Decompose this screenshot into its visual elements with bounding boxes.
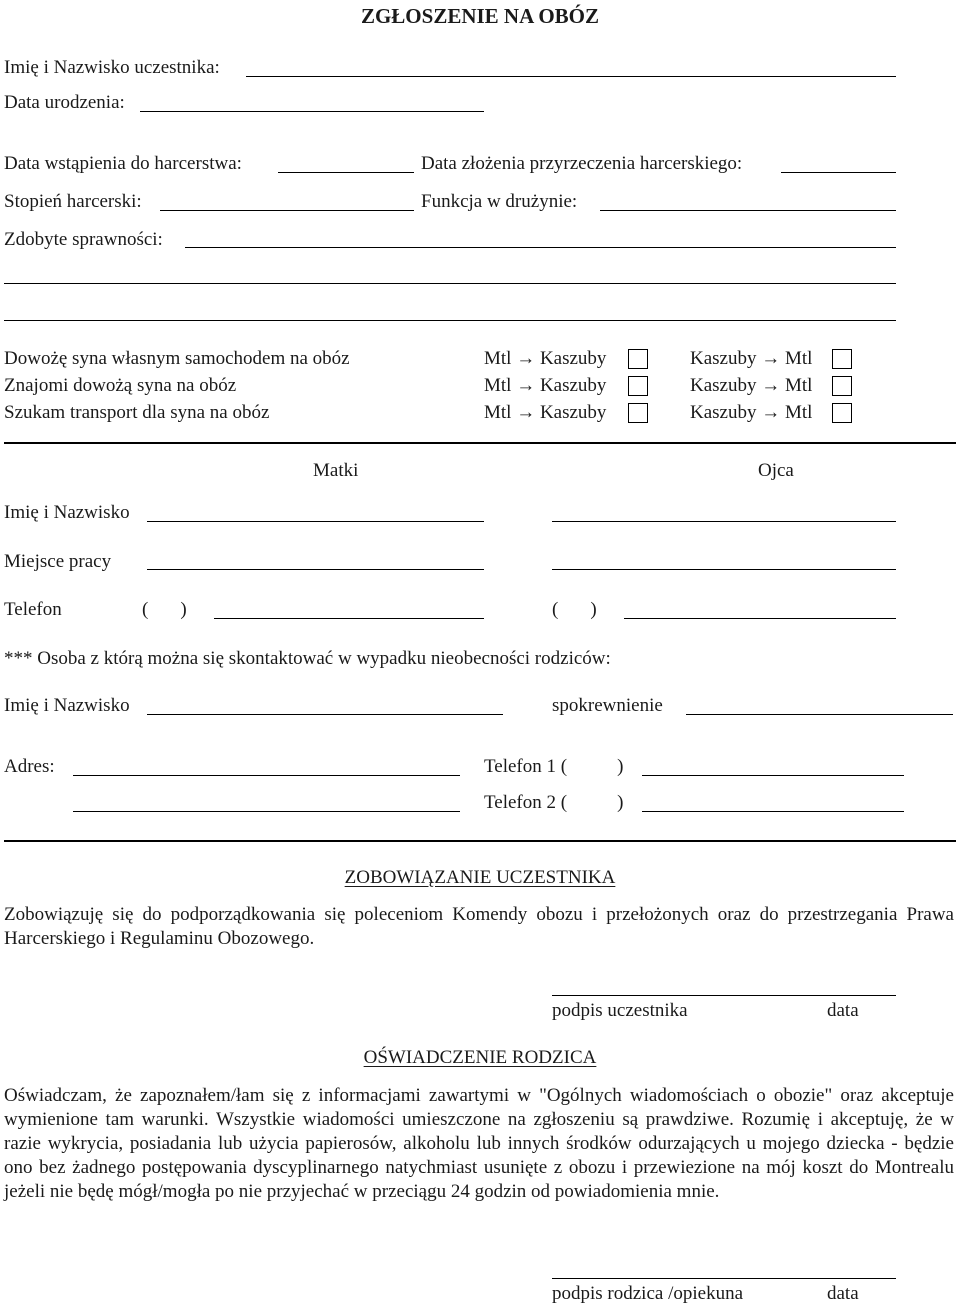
paren-close: ) [617, 756, 624, 777]
checkbox-kaszuby-mtl[interactable] [832, 376, 852, 396]
participant-signature-field[interactable] [552, 995, 896, 996]
mother-phone-field[interactable] [214, 618, 484, 619]
parent-phone-label: Telefon [4, 599, 62, 620]
arrow-right-icon: → [761, 375, 781, 396]
promise-date-label: Data złożenia przyrzeczenia harcerskiego: [421, 153, 743, 174]
badges-label: Zdobyte sprawności: [4, 229, 163, 250]
route-kaszuby-mtl [690, 375, 812, 397]
contact-relation-label: spokrewnienie [552, 695, 663, 716]
participant-name-field[interactable] [246, 76, 896, 77]
mother-phone-area-code[interactable] [142, 599, 187, 621]
contact-phone2-label [484, 792, 623, 814]
function-field[interactable] [600, 210, 896, 211]
birth-date-field[interactable] [140, 111, 484, 112]
route-kaszuby-mtl [690, 348, 812, 370]
participant-date-label: data [827, 1000, 859, 1021]
contact-address-field-2[interactable] [73, 811, 460, 812]
arrow-right-icon: → [516, 348, 536, 369]
parent-name-label: Imię i Nazwisko [4, 502, 130, 523]
contact-phone1-label [484, 756, 623, 778]
route-from: Kaszuby [690, 402, 757, 423]
parent-signature-field[interactable] [552, 1278, 896, 1279]
parent-signature-label: podpis rodzica /opiekuna [552, 1283, 744, 1304]
parent-date-label: data [827, 1283, 859, 1304]
contact-phone2-field[interactable] [642, 811, 904, 812]
checkbox-mtl-kaszuby[interactable] [628, 376, 648, 396]
page-title: ZGŁOSZENIE NA OBÓZ [360, 4, 600, 28]
checkbox-kaszuby-mtl[interactable] [832, 403, 852, 423]
paren-open: ( [552, 599, 559, 620]
mother-header: Matki [313, 460, 359, 481]
father-work-field[interactable] [552, 569, 896, 570]
route-to: Mtl [784, 348, 813, 369]
badges-field-extra-1[interactable] [4, 283, 896, 284]
joined-date-label: Data wstąpienia do harcerstwa: [4, 153, 242, 174]
arrow-right-icon: → [516, 402, 536, 423]
mother-name-field[interactable] [147, 521, 484, 522]
participant-signature-label: podpis uczestnika [552, 1000, 688, 1021]
route-from: Kaszuby [690, 348, 757, 369]
function-label: Funkcja w drużynie: [421, 191, 578, 212]
participant-name-label: Imię i Nazwisko uczestnika: [4, 57, 220, 78]
joined-date-field[interactable] [278, 172, 414, 173]
checkbox-kaszuby-mtl[interactable] [832, 349, 852, 369]
contact-phone1-field[interactable] [642, 775, 904, 776]
checkbox-mtl-kaszuby[interactable] [628, 349, 648, 369]
route-to: Kaszuby [539, 402, 607, 423]
arrow-right-icon: → [516, 375, 536, 396]
checkbox-mtl-kaszuby[interactable] [628, 403, 648, 423]
route-from: Mtl [484, 402, 512, 423]
contact-name-label: Imię i Nazwisko [4, 695, 130, 716]
arrow-right-icon: → [761, 348, 781, 369]
route-mtl-kaszuby [484, 402, 606, 424]
parent-work-label: Miejsce pracy [4, 551, 112, 572]
route-from: Mtl [484, 348, 512, 369]
route-from: Kaszuby [690, 375, 757, 396]
arrow-right-icon: → [761, 402, 781, 423]
paren-close: ) [180, 599, 187, 620]
declaration-heading: OŚWIADCZENIE RODZICA [363, 1047, 597, 1068]
rank-label: Stopień harcerski: [4, 191, 142, 212]
contact-relation-field[interactable] [686, 714, 953, 715]
transport-label: Dowożę syna własnym samochodem na obóz [4, 348, 350, 369]
rank-field[interactable] [160, 210, 414, 211]
badges-field[interactable] [185, 247, 896, 248]
father-header: Ojca [758, 460, 794, 481]
section-divider [4, 840, 956, 842]
badges-field-extra-2[interactable] [4, 320, 896, 321]
promise-date-field[interactable] [781, 172, 896, 173]
transport-label: Znajomi dowożą syna na obóz [4, 375, 237, 396]
route-to: Kaszuby [539, 375, 607, 396]
father-phone-field[interactable] [624, 618, 896, 619]
paren-close: ) [590, 599, 597, 620]
phone2-prefix: Telefon 2 ( [484, 792, 568, 813]
route-mtl-kaszuby [484, 375, 606, 397]
commitment-text: Zobowiązuję się do podporządkowania się poleceniom Komendy obozu i przełożonych oraz do przestrzegania Prawa Harcerskiego i Regulaminu Obozowego. [4, 904, 954, 949]
paren-open: ( [142, 599, 149, 620]
route-to: Kaszuby [539, 348, 607, 369]
contact-heading: *** Osoba z którą można się skontaktować w wypadku nieobecności rodziców: [4, 648, 611, 669]
mother-work-field[interactable] [147, 569, 484, 570]
commitment-heading: ZOBOWIĄZANIE UCZESTNIKA [344, 867, 616, 888]
route-mtl-kaszuby [484, 348, 606, 370]
contact-address-field-1[interactable] [73, 775, 460, 776]
phone1-prefix: Telefon 1 ( [484, 756, 568, 777]
route-from: Mtl [484, 375, 512, 396]
declaration-text: Oświadczam, że zapoznałem/łam się z informacjami zawartymi w "Ogólnych wiadomościach o obozie" oraz akceptuje wymienione tam warunki. Wszystkie wiadomości umieszczone na zgłoszeniu są prawdziwe. Rozumię i akceptuję, że w razie wykrycia, posiadania lub użycia papierosów, alkoholu lub innych środków odurzających u mojego dziecka - będzie ono bez żadnego postępowania dyscyplinarnego natychmiast usunięte z obozu i przewiezione na mój koszt do Montrealu jeżeli nie będę mógł/mogła po nie przyjechać w przeciągu 24 godzin od powiadomienia mnie. [4, 1085, 954, 1202]
contact-name-field[interactable] [147, 714, 503, 715]
route-kaszuby-mtl [690, 402, 812, 424]
route-to: Mtl [784, 375, 813, 396]
section-divider [4, 442, 956, 444]
father-name-field[interactable] [552, 521, 896, 522]
birth-date-label: Data urodzenia: [4, 92, 125, 113]
route-to: Mtl [784, 402, 813, 423]
contact-address-label: Adres: [4, 756, 55, 777]
father-phone-area-code[interactable] [552, 599, 597, 621]
paren-close: ) [617, 792, 624, 813]
transport-label: Szukam transport dla syna na obóz [4, 402, 270, 423]
